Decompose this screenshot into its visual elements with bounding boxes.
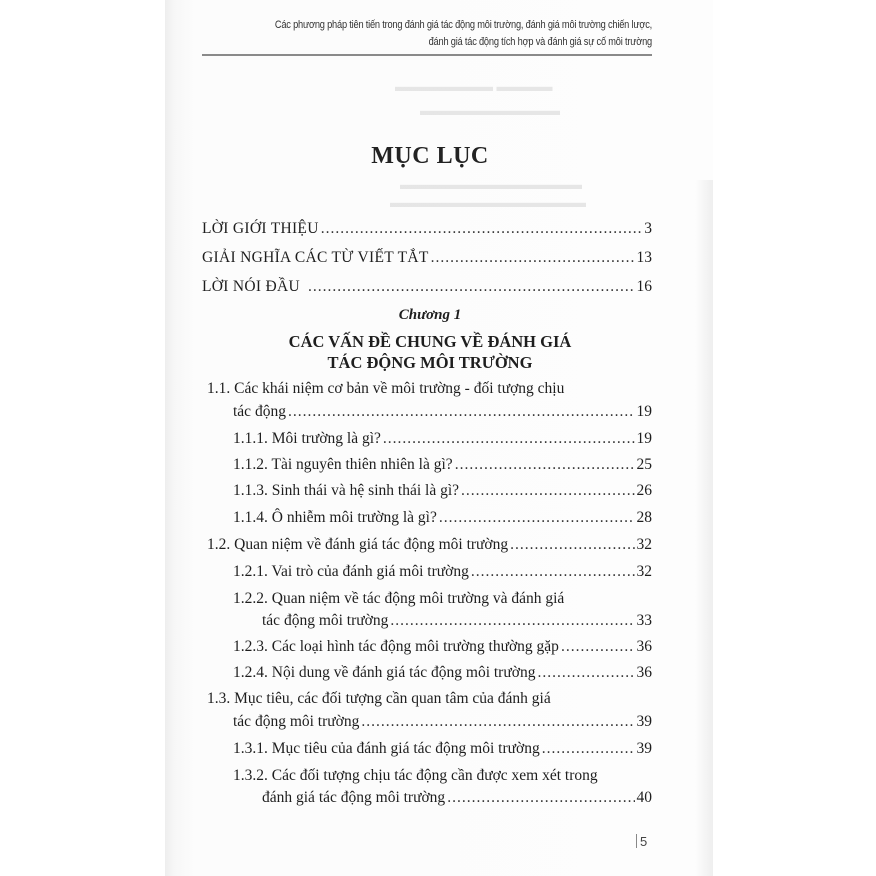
toc-subsection-1-1-4[interactable] xyxy=(233,509,652,527)
toc-entry-page: 39 xyxy=(636,740,652,757)
toc-entry-label: 1.2.3. Các loại hình tác động môi trường thường gặp xyxy=(233,638,559,655)
toc-entry-page: 19 xyxy=(636,403,652,420)
toc-entry-page: 32 xyxy=(636,563,652,580)
toc-entry-label: đánh giá tác động môi trường xyxy=(262,789,446,806)
leader-dots xyxy=(390,612,634,630)
toc-entry-page: 36 xyxy=(636,638,652,655)
toc-entry-page: 32 xyxy=(636,536,652,553)
toc-entry-label: 1.2.4. Nội dung về đánh giá tác động môi trường xyxy=(233,664,536,681)
leader-dots xyxy=(431,249,635,267)
toc-entry-loi-gioi-thieu[interactable] xyxy=(202,220,652,238)
toc-entry-page: 39 xyxy=(636,713,652,730)
toc-entry-page: 25 xyxy=(636,456,652,473)
toc-entry-label: GIẢI NGHĨA CÁC TỪ VIẾT TẮT xyxy=(202,249,429,266)
toc-entry-label: 1.1.3. Sinh thái và hệ sinh thái là gì? xyxy=(233,482,460,499)
toc-section-1-2[interactable] xyxy=(207,536,652,554)
bleed-through-text: ▬▬▬▬▬▬▬▬▬▬▬▬▬▬ xyxy=(390,196,586,211)
toc-entry-label: 1.2. Quan niệm về đánh giá tác động môi trường xyxy=(207,536,509,553)
toc-title: MỤC LỤC xyxy=(371,143,489,169)
toc-entry-page: 28 xyxy=(636,509,652,526)
running-header-line-1: Các phương pháp tiên tiến trong đánh giá tác động môi trường, đánh giá môi trường chiến lược, xyxy=(274,19,652,31)
toc-subsection-1-2-2[interactable] xyxy=(262,612,652,630)
toc-subsection-1-2-1[interactable] xyxy=(233,563,652,581)
chapter-title-line-1: CÁC VẤN ĐỀ CHUNG VỀ ĐÁNH GIÁ xyxy=(288,332,572,351)
page-number-bar xyxy=(636,834,637,848)
toc-entry-page: 3 xyxy=(644,220,652,237)
toc-entry-label: 1.1.1. Môi trường là gì? xyxy=(233,430,381,447)
page-number-value: 5 xyxy=(640,834,648,849)
leader-dots xyxy=(447,789,634,807)
toc-subsection-1-1-3[interactable] xyxy=(233,482,652,500)
chapter-title xyxy=(190,331,670,373)
toc-entry-label: tác động môi trường xyxy=(262,612,389,629)
toc-entry-label: 1.3.1. Mục tiêu của đánh giá tác động môi trường xyxy=(233,740,540,757)
leader-dots xyxy=(561,638,635,656)
toc-subsection-1-2-3[interactable] xyxy=(233,638,652,656)
toc-subsection-1-3-1[interactable] xyxy=(233,740,652,758)
chapter-label: Chương 1 xyxy=(398,307,462,323)
toc-entry-page: 36 xyxy=(636,664,652,681)
bleed-through-text: ▬▬▬▬▬▬▬ ▬▬▬▬ xyxy=(395,80,553,95)
header-rule xyxy=(202,54,652,56)
leader-dots xyxy=(308,278,634,296)
leader-dots xyxy=(321,220,643,238)
toc-subsection-1-1-2[interactable] xyxy=(233,456,652,474)
toc-section-1-3-line-1[interactable]: 1.3. Mục tiêu, các đối tượng cần quan tâm của đánh giá xyxy=(207,690,551,707)
leader-dots xyxy=(455,456,635,474)
toc-subsection-1-3-2[interactable] xyxy=(262,789,652,807)
toc-entry-page: 40 xyxy=(636,789,652,806)
toc-entry-giai-nghia[interactable] xyxy=(202,249,652,267)
leader-dots xyxy=(471,563,635,581)
toc-entry-label: LỜI GIỚI THIỆU xyxy=(202,220,319,237)
leader-dots xyxy=(361,713,634,731)
leader-dots xyxy=(439,509,635,527)
toc-entry-page: 26 xyxy=(636,482,652,499)
toc-entry-label: LỜI NÓI ĐẦU xyxy=(202,278,301,295)
leader-dots xyxy=(510,536,634,554)
toc-entry-page: 33 xyxy=(636,612,652,629)
running-header xyxy=(202,17,652,51)
leader-dots xyxy=(383,430,635,448)
bleed-through-text: ▬▬▬▬▬▬▬▬▬▬▬▬▬ xyxy=(400,178,582,193)
toc-entry-label: tác động môi trường xyxy=(233,713,360,730)
leader-dots xyxy=(288,403,635,421)
toc-entry-label: 1.1.4. Ô nhiễm môi trường là gì? xyxy=(233,509,437,526)
toc-entry-label: 1.2.1. Vai trò của đánh giá môi trường xyxy=(233,563,469,580)
toc-section-1-1-line-1[interactable]: 1.1. Các khái niệm cơ bản về môi trường - đối tượng chịu xyxy=(207,380,565,397)
running-header-line-2: đánh giá tác động tích hợp và đánh giá sự cố môi trường xyxy=(428,36,652,48)
toc-subsection-1-2-2-line-1[interactable]: 1.2.2. Quan niệm về tác động môi trường và đánh giá xyxy=(233,590,565,607)
toc-section-1-3[interactable] xyxy=(233,713,652,731)
toc-section-1-1[interactable] xyxy=(233,403,652,421)
toc-subsection-1-2-4[interactable] xyxy=(233,664,652,682)
toc-entry-page: 19 xyxy=(636,430,652,447)
leader-dots xyxy=(542,740,635,758)
toc-subsection-1-3-2-line-1[interactable]: 1.3.2. Các đối tượng chịu tác động cần được xem xét trong xyxy=(233,767,598,784)
toc-entry-loi-noi-dau[interactable] xyxy=(202,278,652,296)
toc-entry-page: 16 xyxy=(636,278,652,295)
toc-entry-label: 1.1.2. Tài nguyên thiên nhiên là gì? xyxy=(233,456,453,473)
toc-entry-label: tác động xyxy=(233,403,286,420)
bleed-through-text: ▬▬▬▬▬▬▬▬▬▬ xyxy=(420,104,560,119)
leader-dots xyxy=(537,664,634,682)
page-number xyxy=(636,834,647,849)
toc-entry-page: 13 xyxy=(636,249,652,266)
chapter-title-line-2: TÁC ĐỘNG MÔI TRƯỜNG xyxy=(327,353,533,372)
leader-dots xyxy=(461,482,634,500)
toc-subsection-1-1-1[interactable] xyxy=(233,430,652,448)
